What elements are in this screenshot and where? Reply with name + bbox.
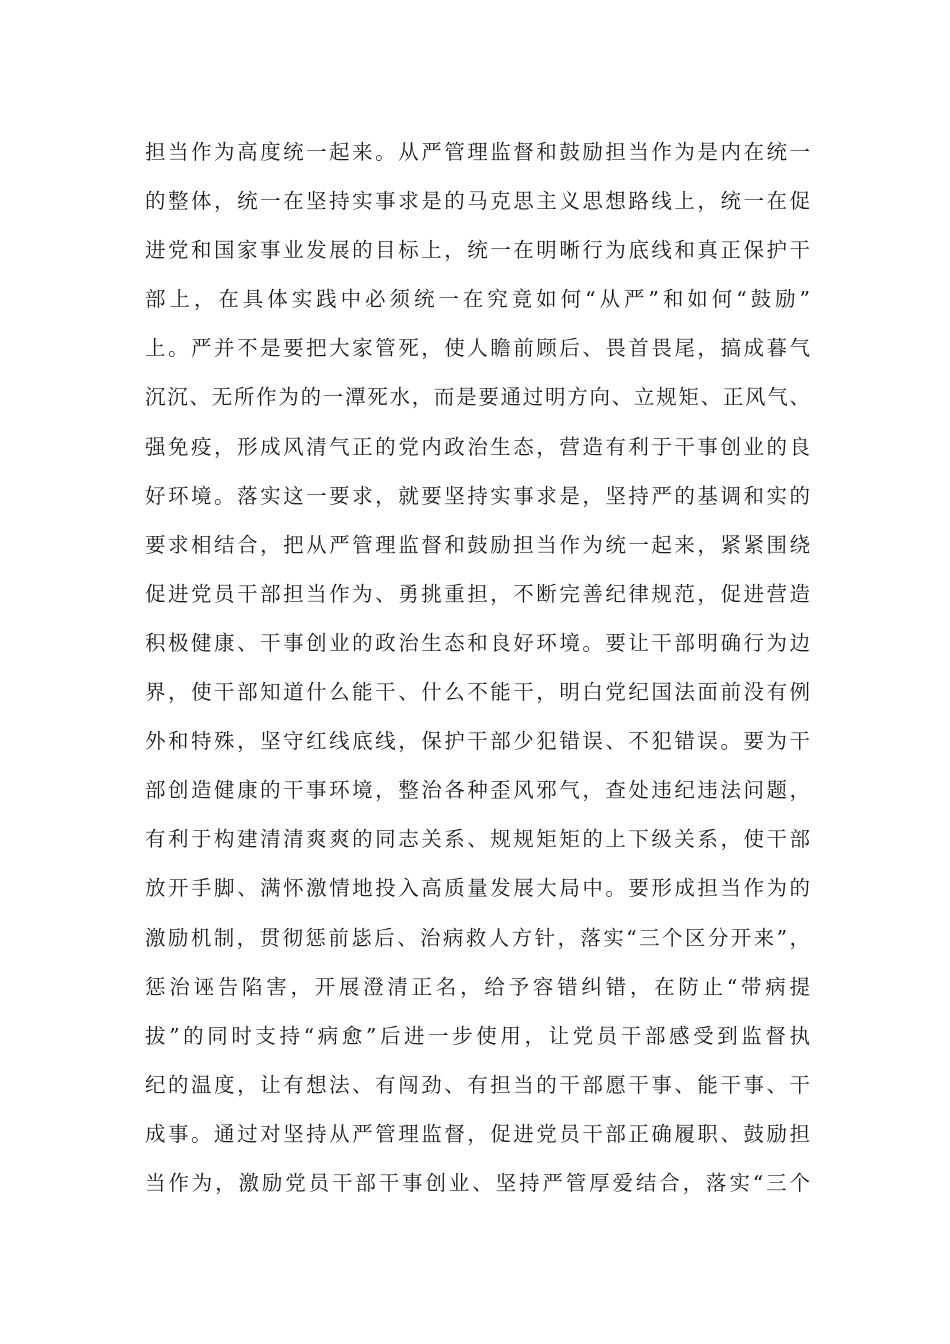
text-line-14: 部创造健康的干事环境，整治各种歪风邪气，查处违纪违法问题， [145, 778, 810, 803]
text-line-19: 拔”的同时支持“病愈”后进一步使用，让党员干部感受到监督执 [145, 1023, 810, 1048]
text-line-16: 放开手脚、满怀激情地投入高质量发展大局中。要形成担当作为的 [145, 876, 810, 901]
text-line-9: 要求相结合，把从严管理监督和鼓励担当作为统一起来，紧紧围绕 [145, 532, 810, 557]
text-line-12: 界，使干部知道什么能干、什么不能干，明白党纪国法面前没有例 [145, 680, 810, 705]
text-line-7: 强免疫，形成风清气正的党内政治生态，营造有利于干事创业的良 [145, 434, 810, 459]
text-line-5: 上。严并不是要把大家管死，使人瞻前顾后、畏首畏尾，搞成暮气 [145, 336, 810, 361]
text-line-2: 的整体，统一在坚持实事求是的马克思主义思想路线上，统一在促 [145, 189, 810, 214]
text-line-1: 担当作为高度统一起来。从严管理监督和鼓励担当作为是内在统一 [145, 140, 810, 164]
text-line-20: 纪的温度，让有想法、有闯劲、有担当的干部愿干事、能干事、干 [145, 1072, 810, 1097]
text-line-15: 有利于构建清清爽爽的同志关系、规规矩矩的上下级关系，使干部 [145, 827, 810, 852]
text-line-17: 激励机制，贯彻惩前毖后、治病救人方针，落实“三个区分开来”， [145, 925, 810, 950]
text-line-18: 惩治诬告陷害，开展澄清正名，给予容错纠错，在防止“带病提 [145, 974, 810, 999]
text-line-4: 部上，在具体实践中必须统一在究竟如何“从严”和如何“鼓励” [145, 287, 810, 312]
text-line-8: 好环境。落实这一要求，就要坚持实事求是，坚持严的基调和实的 [145, 483, 810, 508]
text-line-21: 成事。通过对坚持从严管理监督，促进党员干部正确履职、鼓励担 [145, 1121, 810, 1146]
text-line-6: 沉沉、无所作为的一潭死水，而是要通过明方向、立规矩、正风气、 [145, 385, 810, 410]
text-line-22: 当作为，激励党员干部干事创业、坚持严管厚爱结合，落实“三个 [145, 1170, 810, 1195]
text-line-11: 积极健康、干事创业的政治生态和良好环境。要让干部明确行为边 [145, 630, 810, 655]
text-line-10: 促进党员干部担当作为、勇挑重担，不断完善纪律规范，促进营造 [145, 581, 810, 606]
text-line-13: 外和特殊，坚守红线底线，保护干部少犯错误、不犯错误。要为干 [145, 729, 810, 754]
body-text [145, 128, 810, 1208]
text-line-3: 进党和国家事业发展的目标上，统一在明晰行为底线和真正保护干 [145, 238, 810, 263]
